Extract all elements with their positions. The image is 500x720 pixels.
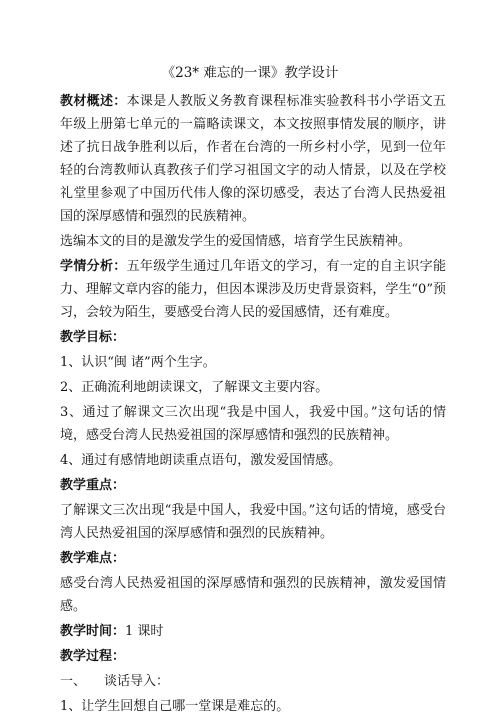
goal-item-1: 1、认识“闽 诸”两个生字。 <box>60 355 216 370</box>
difficulties-text: 感受台湾人民热爱祖国的深厚感情和强烈的民族精神，激发爱国情感。 <box>60 576 446 614</box>
analysis-text: 五年级学生通过几年语文的学习，有一定的自主识字能力、理解文章内容的能力，但因本课涉及历史背景资料，学生“0”预习，会较为陌生，要感受台湾人民的爱国感情，还有难度。 <box>60 259 446 320</box>
process-item-1: 1、让学生回想自己哪一堂课是难忘的。 <box>60 699 290 714</box>
document-body <box>60 90 446 720</box>
section-number: 一、 <box>60 674 87 689</box>
overview-label: 教材概述： <box>60 94 127 109</box>
time-paragraph <box>60 620 446 643</box>
goal-item-2: 2、正确流利地朗读课文，了解课文主要内容。 <box>60 380 329 395</box>
goal-item-4: 4、通过有感情地朗读重点语句，激发爱国情感。 <box>60 453 342 468</box>
process-section-1 <box>60 670 446 693</box>
section-title: 谈话导入： <box>104 674 170 689</box>
document-title: 《23* 难忘的一课》教学设计 <box>161 65 339 81</box>
process-heading: 教学过程： <box>60 649 126 664</box>
key-points-text: 了解课文三次出现“我是中国人，我爱中国。”这句话的情境，感受台湾人民热爱祖国的深厚感情和强烈的民族精神。 <box>60 503 446 541</box>
goal-item-3: 3、通过了解课文三次出现“我是中国人，我爱中国。”这句话的情境，感受台湾人民热爱祖国的深厚感情和强烈的民族精神。 <box>60 405 446 443</box>
time-label: 教学时间： <box>60 624 126 639</box>
overview-paragraph <box>60 90 446 228</box>
analysis-label: 学情分析： <box>60 259 127 274</box>
goals-heading: 教学目标： <box>60 330 126 345</box>
analysis-paragraph <box>60 255 446 324</box>
overview-paragraph-2: 选编本文的目的是激发学生的爱国情感，培育学生民族精神。 <box>60 234 412 249</box>
time-text: 1 课时 <box>125 624 164 639</box>
overview-text: 本课是人教版义务教育课程标准实验教科书小学语文五年级上册第七单元的一篇略读课文，本文按照事情发展的顺序，讲述了抗日战争胜利以后，作者在台湾的一所乡村小学，见到一位年轻的台湾教师认真教孩子们学习祖国文字的动人情景，以及在学校礼堂里参观了中国历代伟人像的深切感受，表达了台湾人民热爱祖国的深厚感情和强烈的民族精神。 <box>60 94 446 224</box>
key-points-heading: 教学重点： <box>60 478 126 493</box>
difficulties-heading: 教学难点： <box>60 551 126 566</box>
